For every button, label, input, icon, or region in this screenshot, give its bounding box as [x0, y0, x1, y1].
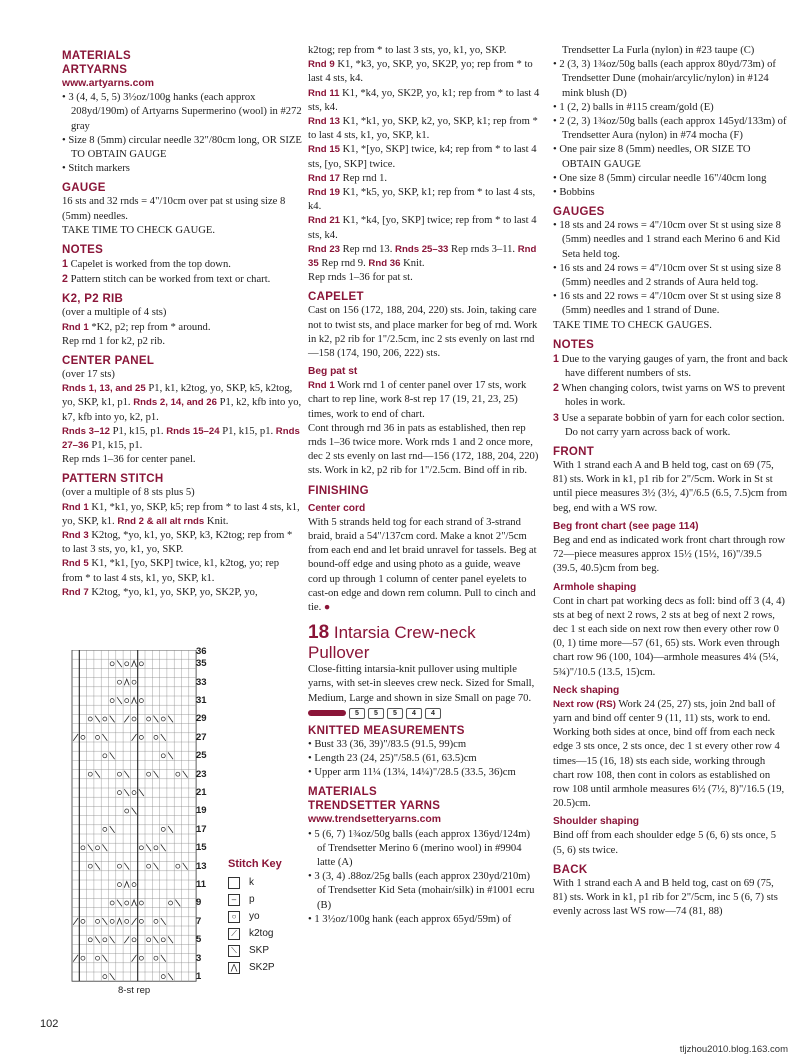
skill-level	[308, 708, 540, 719]
ps-rnd7-cont: k2tog; rep from * to last 3 sts, yo, k1, yo, SKP.	[308, 45, 507, 56]
stitch-symbol-icon: ⋀	[228, 962, 240, 974]
k2p2-rep: Rep rnd 1 for k2, p2 rib.	[62, 335, 165, 347]
chart-row-label: 3	[196, 952, 202, 964]
material-item: • 2 (2, 3) 1¾oz/50g balls (each approx 145yd/133m) of Trendsetter Aura (nylon) in #74 mocha (F)	[553, 116, 787, 142]
neck-shaping-text: Next row (RS) Work 24 (25, 27) sts, join 2nd ball of yarn and bind off center 9 (11, 11) sts, work to end. Working both sides at once, bind off from each neck edge 3 sts once, 2 sts once, dec 1 st every other row 4 times—15 (16, 18) sts each side, working through chart row 108, then cont in colors as established on row 108 until armhole measures 6½ (7½, 8)"/16.5 (19, 20.5)cm.	[553, 698, 785, 810]
stitch-symbol-icon	[228, 877, 240, 889]
ps-rnd21: Rnd 21 K1, *k4, [yo, SKP] twice; rep from * to last 4 sts, k4.	[308, 215, 537, 241]
stitch-key-label: yo	[249, 911, 260, 922]
chart-row-label: 21	[196, 787, 207, 798]
yarn-weight-icon: 5	[387, 708, 403, 719]
chart-row-label: 27	[196, 731, 207, 743]
ps-rnd19: Rnd 19 K1, *k5, yo, SKP, k1; rep from * to last 4 sts, k4.	[308, 187, 536, 213]
shoulder-shaping-text: Bind off from each shoulder edge 5 (6, 6) sts once, 5 (5, 6) sts twice.	[553, 830, 777, 856]
brand-artyarns: ARTYARNS	[62, 64, 128, 76]
material-item: • Stitch markers	[62, 163, 130, 175]
capelet-text: Cast on 156 (172, 188, 204, 220) sts. Join, taking care not to twist sts, and place marker for beg of rnd. Work in k2, p2 rib for 1"/2.5cm, inc 2 sts evenly on last rnd—158 (174, 190, 206, 222) sts.	[308, 305, 538, 360]
armhole-heading: Armhole shaping	[553, 581, 637, 593]
chart-row-label: 19	[196, 805, 207, 817]
material-item: • 1 3½oz/100g hank (each approx 65yd/59m) of	[308, 913, 512, 925]
pattern-stitch-multiple: (over a multiple of 8 sts plus 5)	[62, 487, 195, 499]
beg-pat-heading: Beg pat st	[308, 366, 358, 378]
center-panel-rnds-2: Rnds 3–12 P1, k15, p1. Rnds 15–24 P1, k15, p1. Rnds 27–36 P1, k15, p1.	[62, 425, 300, 452]
k2p2-rnd1: Rnd 1 *K2, p2; rep from * around.	[62, 321, 211, 333]
chart-row-label: 9	[196, 897, 202, 909]
gauge-text: 16 sts and 32 rnds = 4"/10cm over pat st using size 8 (5mm) needles.	[62, 196, 286, 222]
column-3	[553, 44, 788, 919]
note-2: 2 Pattern stitch can be worked from text or chart.	[62, 273, 271, 286]
ps-rnd7: Rnd 7 K2tog, *yo, k1, yo, SKP, yo, SK2P, yo,	[62, 586, 258, 598]
back-heading: BACK	[553, 863, 588, 876]
gauge-item: • 18 sts and 24 rows = 4"/10cm over St st using size 8 (5mm) needles and 1 strand each Merino 6 and Kid Seta held tog.	[553, 220, 781, 260]
gauge-check: TAKE TIME TO CHECK GAUGES.	[553, 319, 712, 331]
stitch-key-item	[228, 874, 282, 891]
notes-heading-2: NOTES	[553, 338, 595, 351]
k2p2-multiple: (over a multiple of 4 sts)	[62, 307, 167, 319]
gauges-heading: GAUGES	[553, 206, 605, 219]
stitch-key-label: k	[249, 877, 254, 888]
ps-rnd15: Rnd 15 K1, *[yo, SKP] twice, k4; rep from * to last 4 sts, [yo, SKP] twice.	[308, 144, 537, 170]
material-item: • 3 (3, 4) .88oz/25g balls (each approx 230yd/210m) of Trendsetter Kid Seta (mohair/silk) in #1001 ecru (B)	[308, 871, 535, 911]
chart-row-label-top: 36	[196, 646, 207, 657]
chart-row-label: 7	[196, 915, 202, 927]
rep-label: 8-st rep	[118, 985, 151, 996]
center-panel-rnds: Rnds 1, 13, and 25 P1, k1, k2tog, yo, SKP, k5, k2tog, yo, SKP, k1, p1. Rnds 2, 14, and 26 P1, k2, kfb into yo, k7, kfb into yo, k2, p1.	[62, 383, 302, 423]
materials-heading-2: MATERIALS	[308, 786, 377, 799]
armhole-text: Cont in chart pat working decs as foll: bind off 3 (4, 4) sts at beg of next 2 rows, 2 sts at beg of next 2 rows, dec 1 st each side on next row then every other row 0 (0, 1) time more—57 (61, 65) sts. Work even through chart row 96 (100, 104)—armhole measures 4¼ (5¼, 5¾)"/10.5 (13.5, 15)cm.	[553, 595, 785, 678]
center-panel-rep: Rep rnds 1–36 for center panel.	[62, 454, 196, 466]
ps-rnd11: Rnd 11 K1, *k4, yo, SK2P, yo, k1; rep from * to last 4 sts, k4.	[308, 87, 540, 113]
material-item: • 5 (6, 7) 1¾oz/50g balls (each approx 136yd/124m) of Trendsetter Merino 6 (merino wool) in #9904 latte (A)	[308, 828, 531, 868]
ps-rnd3: Rnd 3 K2tog, *yo, k1, yo, SKP, k3, K2tog; rep from * to last 3 sts, yo, k1, yo, SKP.	[62, 530, 293, 556]
source-credit: tljzhou2010.blog.163.com	[679, 1044, 788, 1055]
trendsetter-url: www.trendsetteryarns.com	[308, 814, 442, 826]
material-item: • 2 (3, 3) 1¾oz/50g balls (each approx 80yd/73m) of Trendsetter Dune (mohair/arcylic/nylon) in #124 mink blush (D)	[553, 59, 776, 99]
center-cord-text: With 5 strands held tog for each strand of 3-strand braid, braid a 54"/137cm cord. Make a knot 2"/5cm from each end and let braid unravel for tassels. Beg at bound-off edge and using photo as a guide, weave cord up through 1 column of center panel eyelets to cast-on edge and down rem column. Pull to cinch and tie. ●	[308, 516, 537, 613]
ps-rep: Rep rnds 1–36 for pat st.	[308, 272, 413, 284]
stitch-symbol-icon: ⟍	[228, 945, 240, 957]
page-number: 102	[40, 1018, 59, 1030]
note-1: 1 Due to the varying gauges of yarn, the front and back have different numbers of sts.	[553, 352, 788, 380]
yarn-weight-icon: 4	[425, 708, 441, 719]
stitch-symbol-icon: ⟋	[228, 928, 240, 940]
chart-row-label: 11	[196, 879, 207, 890]
front-heading: FRONT	[553, 446, 595, 459]
stitch-symbol-icon: –	[228, 894, 240, 906]
material-item-cont: Trendsetter La Furla (nylon) in #23 taupe (C)	[562, 45, 755, 56]
knitted-measurements-heading: KNITTED MEASUREMENTS	[308, 724, 465, 737]
beg-front-chart-heading: Beg front chart (see page 114)	[553, 520, 699, 532]
pattern-title: 18 Intarsia Crew-neck Pullover	[308, 622, 476, 663]
capelet-heading: CAPELET	[308, 291, 364, 304]
stitch-key-label: SKP	[249, 945, 270, 956]
yarn-weight-icon: 5	[368, 708, 384, 719]
yarn-weight-icon: 4	[406, 708, 422, 719]
pattern-description: Close-fitting intarsia-knit pullover using multiple yarns, with set-in sleeves crew neck. Sized for Small, Medium, Large and shown in size Small on page 70.	[308, 664, 535, 704]
measurement-item: • Length 23 (24, 25)"/58.5 (61, 63.5)cm	[308, 752, 477, 764]
k2p2-heading: K2, P2 RIB	[62, 293, 124, 306]
chart-grid	[72, 650, 196, 981]
front-text: With 1 strand each A and B held tog, cast on 69 (75, 81) sts. Work in k1, p1 rib for 2"/5cm. Work in St st until piece measures 3½ (3½, 4)"/6.5 (6.5, 7.5)cm from beg, end with a WS row.	[553, 460, 788, 514]
chart-row-label: 17	[196, 823, 207, 835]
material-item: • 1 (2, 2) balls in #115 cream/gold (E)	[553, 101, 714, 113]
chart-row-label: 1	[196, 971, 202, 982]
chart-row-label: 15	[196, 842, 207, 854]
beg-pat-cont: Cont through rnd 36 in pats as established, then rep rnds 1–36 twice more. Work rnds 1 and 2 once more, dec 2 sts evenly on last rnd—156 (172, 188, 204, 220) sts. Work in k2, p2 rib for 1"/2.5cm. Bind off in rib.	[308, 422, 539, 477]
beg-pat-rnd1: Rnd 1 Work rnd 1 of center panel over 17 sts, work chart to rep line, work 8-st rep 17 (19, 21, 23, 25) times, work to end of chart.	[308, 380, 527, 420]
finishing-heading: FINISHING	[308, 484, 369, 497]
material-item: • Bobbins	[553, 187, 595, 199]
chart-row-label: 23	[196, 768, 207, 780]
stitch-key-label: SK2P	[249, 962, 275, 973]
ps-rnd17: Rnd 17 Rep rnd 1.	[308, 172, 388, 184]
chart-row-label: 35	[196, 658, 207, 670]
stitch-key-item	[228, 925, 282, 942]
center-cord-heading: Center cord	[308, 502, 366, 514]
ps-rnd9: Rnd 9 K1, *k3, yo, SKP, yo, SK2P, yo; rep from * to last 4 sts, k4.	[308, 59, 533, 85]
material-item: • One pair size 8 (5mm) needles, OR SIZE TO OBTAIN GAUGE	[553, 144, 751, 170]
column-1	[62, 44, 302, 600]
materials-heading: MATERIALS	[62, 50, 131, 62]
gauge-heading: GAUGE	[62, 182, 106, 195]
material-item: • 3 (4, 4, 5, 5) 3½oz/100g hanks (each approx 208yd/190m) of Artyarns Supermerino (wool) in #272 gray	[62, 92, 302, 132]
center-panel-heading: CENTER PANEL	[62, 355, 155, 368]
stitch-chart	[70, 650, 198, 982]
stitch-key-title: Stitch Key	[228, 858, 282, 870]
stitch-key	[228, 858, 282, 976]
chart-row-label: 31	[196, 695, 207, 706]
measurement-item: • Bust 33 (36, 39)"/83.5 (91.5, 99)cm	[308, 738, 467, 750]
gauge-check: TAKE TIME TO CHECK GAUGE.	[62, 224, 216, 236]
chart-row-label: 29	[196, 713, 207, 725]
ps-rnd1: Rnd 1 K1, *k1, yo, SKP, k5; rep from * to last 4 sts, k1, yo, SKP, k1. Rnd 2 & all alt rnds Knit.	[62, 501, 300, 527]
shoulder-shaping-heading: Shoulder shaping	[553, 816, 640, 828]
stitch-key-item	[228, 891, 282, 908]
skill-bar	[308, 710, 346, 716]
chart-row-label: 25	[196, 750, 207, 762]
stitch-key-item	[228, 959, 282, 976]
brand-trendsetter: TRENDSETTER YARNS	[308, 800, 441, 813]
back-text: With 1 strand each A and B held tog, cast on 69 (75, 81) sts. Work in k1, p1 rib for 2"/5cm, inc 5 (6, 7) sts evenly across last WS row—74 (81, 88)	[553, 877, 778, 918]
note-3: 3 Use a separate bobbin of yarn for each color section. Do not carry yarn across back of work.	[553, 411, 785, 438]
artyarns-url: www.artyarns.com	[62, 78, 155, 89]
gauge-item: • 16 sts and 22 rows = 4"/10cm over St st using size 8 (5mm) needles and 1 strand of Dune.	[553, 291, 781, 317]
beg-front-chart-text: Beg and end as indicated work front chart through row 72—piece measures approx 15½ (15½, 16)"/39.5 (39.5, 40.5)cm from beg.	[553, 534, 786, 575]
pattern-stitch-heading: PATTERN STITCH	[62, 473, 164, 486]
note-2: 2 When changing colors, twist yarns on WS to prevent holes in work.	[553, 382, 786, 409]
note-1: 1 Capelet is worked from the top down.	[62, 258, 231, 271]
ps-rnd23: Rnd 23 Rep rnd 13. Rnds 25–33 Rep rnds 3–11. Rnd 35 Rep rnd 9. Rnd 36 Knit.	[308, 243, 537, 270]
chart-row-label: 5	[196, 934, 202, 946]
measurement-item: • Upper arm 11¼ (13¼, 14¼)"/28.5 (33.5, 36)cm	[308, 767, 516, 779]
stitch-key-label: p	[249, 894, 255, 905]
yarn-weight-icon: 5	[349, 708, 365, 719]
gauge-item: • 16 sts and 24 rows = 4"/10cm over St st using size 8 (5mm) needles and 2 strands of Aura held tog.	[553, 262, 781, 289]
chart-row-label: 33	[196, 676, 207, 688]
center-panel-count: (over 17 sts)	[62, 369, 115, 381]
stitch-key-label: k2tog	[249, 928, 274, 939]
notes-heading: NOTES	[62, 244, 104, 257]
stitch-key-item	[228, 908, 282, 925]
material-item: • One size 8 (5mm) circular needle 16"/40cm long	[553, 172, 767, 184]
column-2	[308, 44, 540, 927]
chart-row-label: 13	[196, 860, 207, 872]
ps-rnd13: Rnd 13 K1, *k1, yo, SKP, k2, yo, SKP, k1; rep from * to last 4 sts, k1, yo, SKP, k1.	[308, 116, 538, 142]
stitch-key-item	[228, 942, 282, 959]
neck-shaping-heading: Neck shaping	[553, 684, 620, 696]
stitch-symbol-icon: ○	[228, 911, 240, 923]
ps-rnd5: Rnd 5 K1, *k1, [yo, SKP] twice, k1, k2tog, yo; rep from * to last 4 sts, k1, yo, SKP, k1.	[62, 558, 280, 584]
material-item: • Size 8 (5mm) circular needle 32"/80cm long, OR SIZE TO OBTAIN GAUGE	[62, 134, 302, 161]
